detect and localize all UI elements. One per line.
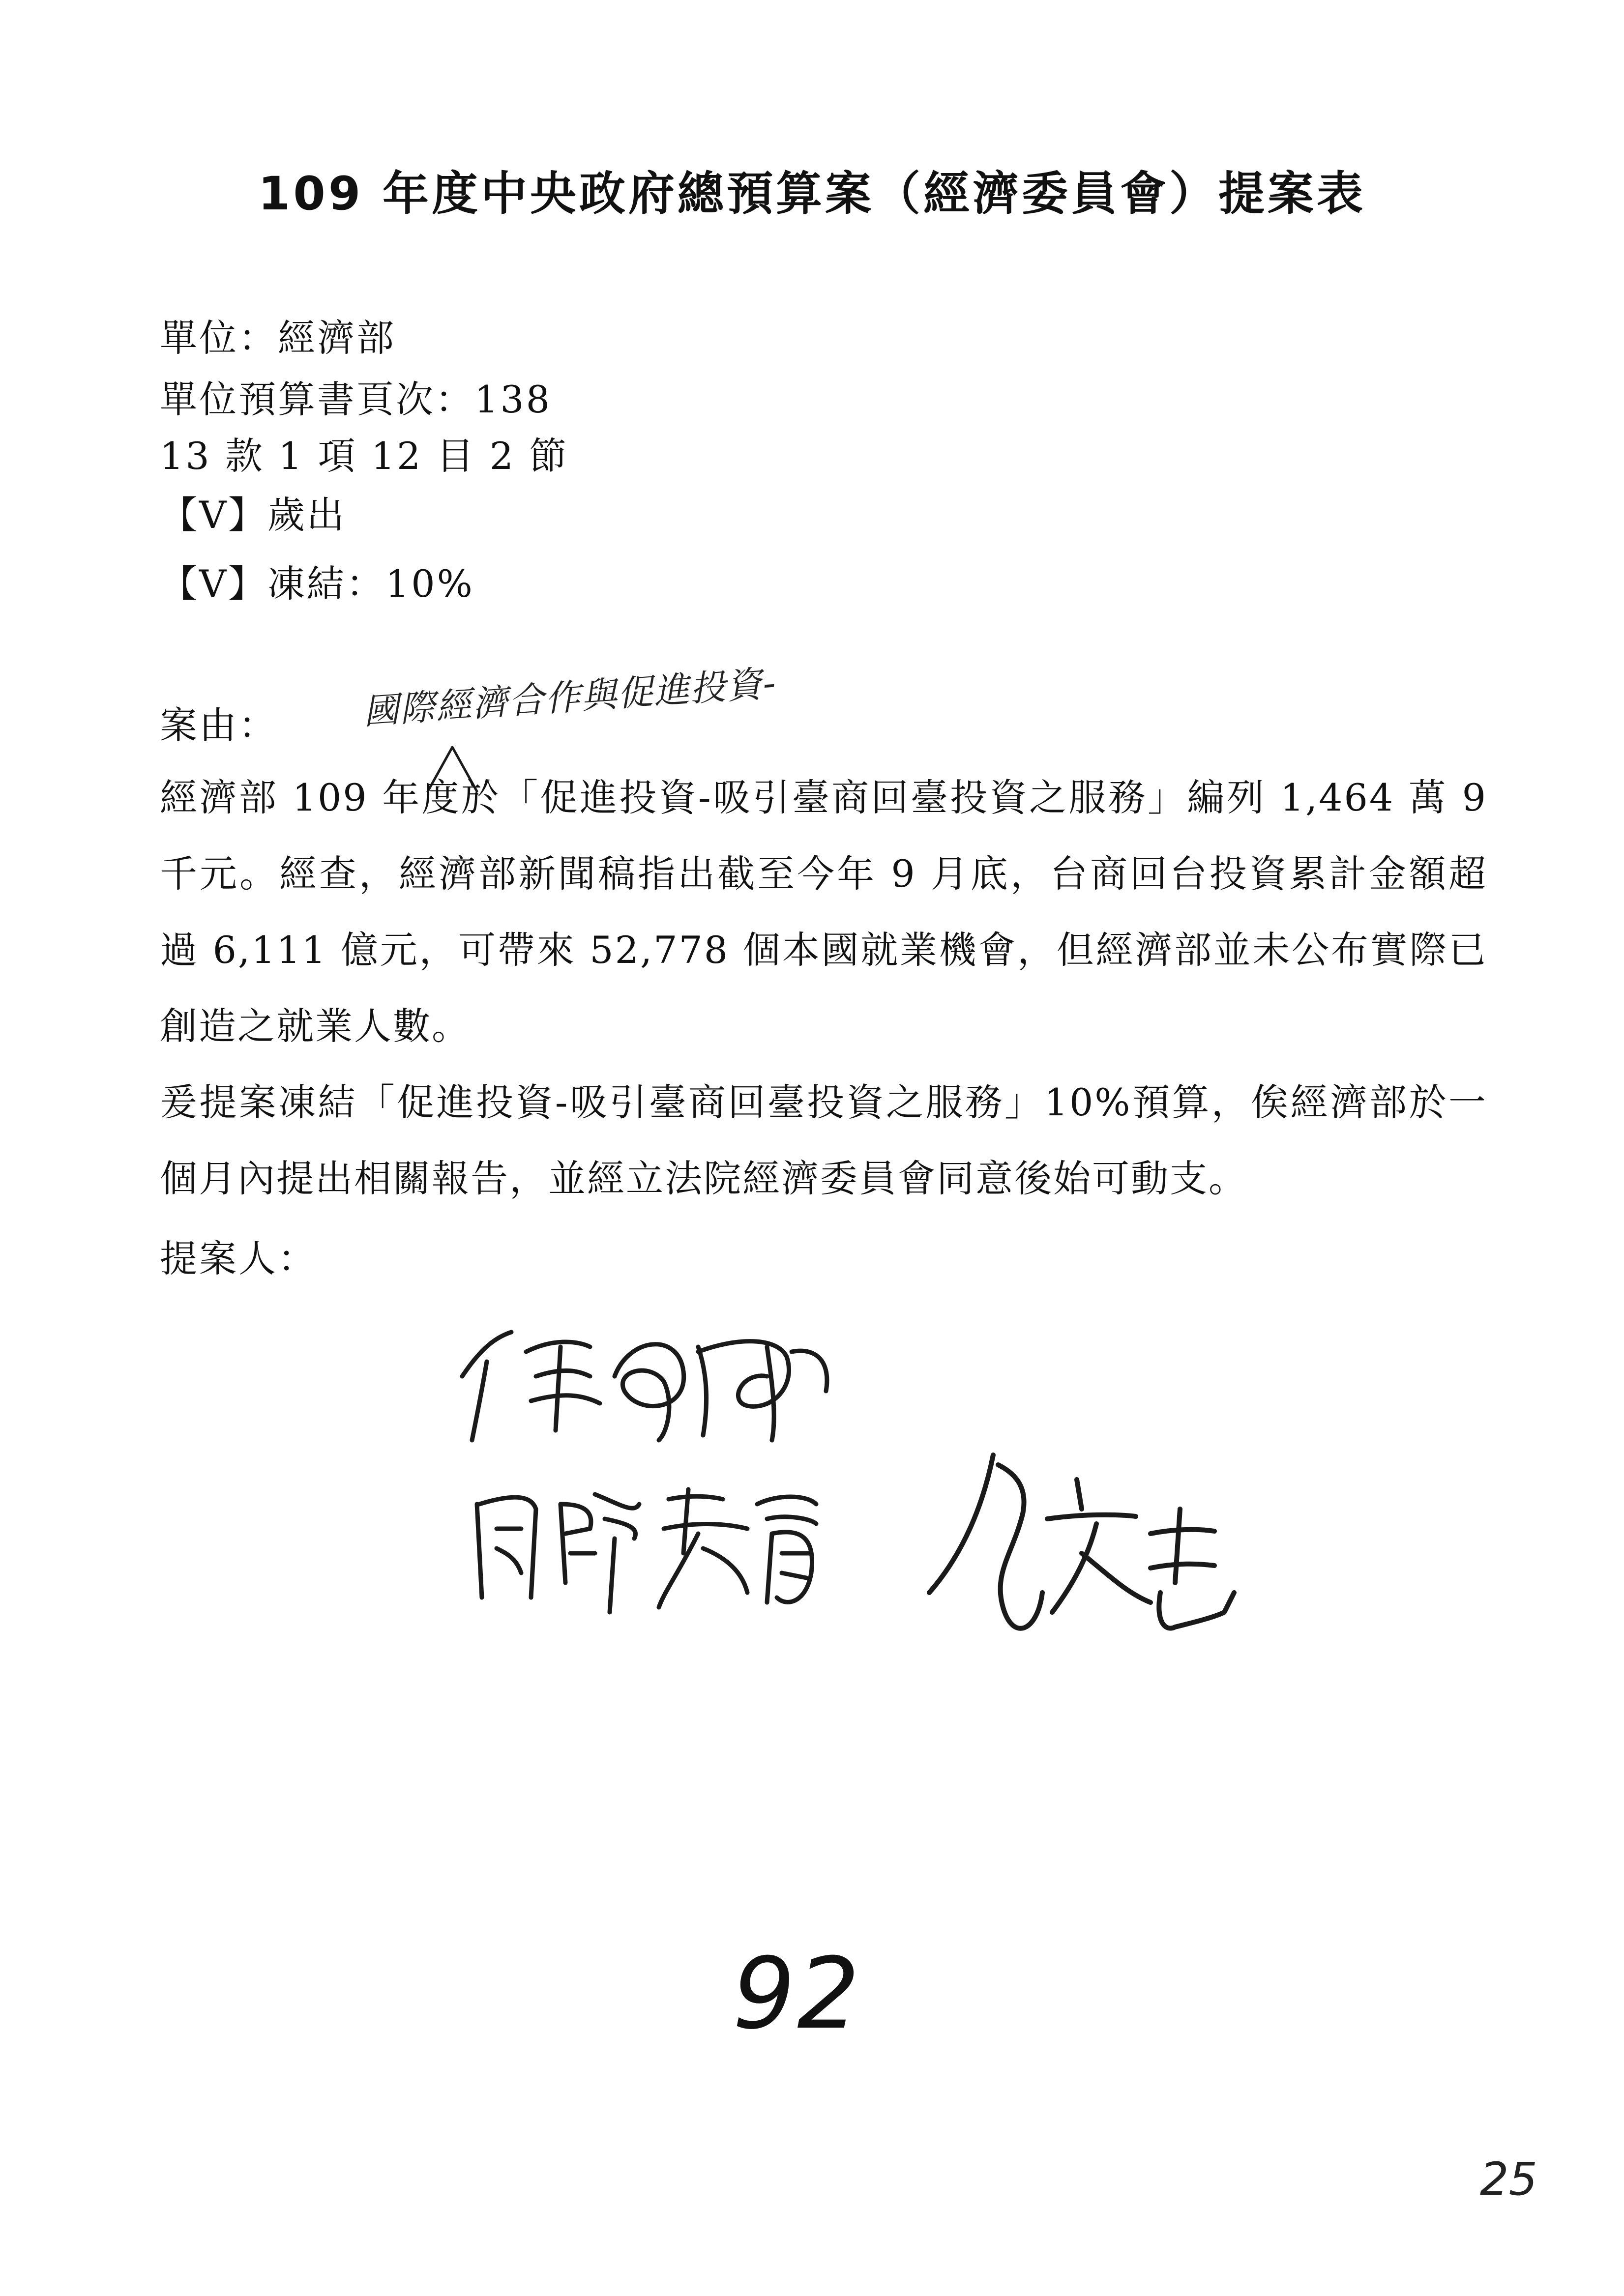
signature-1 — [452, 1317, 836, 1447]
reason-paragraph-1: 經濟部 109 年度於「促進投資-吸引臺商回臺投資之服務」編列 1,464 萬 9 千元。經查，經濟部新聞稿指出截至今年 9 月底，台商回台投資累計金額超過 6,111 億元，可帶來 52,778 個本國就業機會，但經濟部並未公布實際已創造之就業人數。 — [160, 776, 1487, 1048]
freeze-line: 【V】凍結：10% — [160, 562, 474, 606]
handwritten-insertion: 國際經濟合作與促進投資- — [362, 662, 778, 732]
proposer-label: 提案人： — [160, 1237, 317, 1280]
expenditure-line: 【V】歲出 — [160, 493, 346, 537]
signature-2 — [472, 1475, 826, 1624]
reason-paragraph-2: 爰提案凍結「促進投資-吸引臺商回臺投資之服務」10%預算，俟經濟部於一個月內提出相關報告，並經立法院經濟委員會同意後始可動支。 — [160, 1080, 1487, 1200]
page-title: 109 年度中央政府總預算案（經濟委員會）提案表 — [258, 167, 1366, 221]
signature-3 — [919, 1445, 1264, 1654]
corner-page-number: 25 — [1480, 2153, 1538, 2206]
reason-label: 案由： — [160, 703, 278, 747]
section-line: 13 款 1 項 12 目 2 節 — [160, 434, 569, 478]
unit-line: 單位：經濟部 — [160, 316, 396, 360]
page-number: 92 — [733, 1937, 862, 2051]
reason-body — [160, 759, 1487, 1217]
budget-page-line: 單位預算書頁次：138 — [160, 378, 552, 421]
